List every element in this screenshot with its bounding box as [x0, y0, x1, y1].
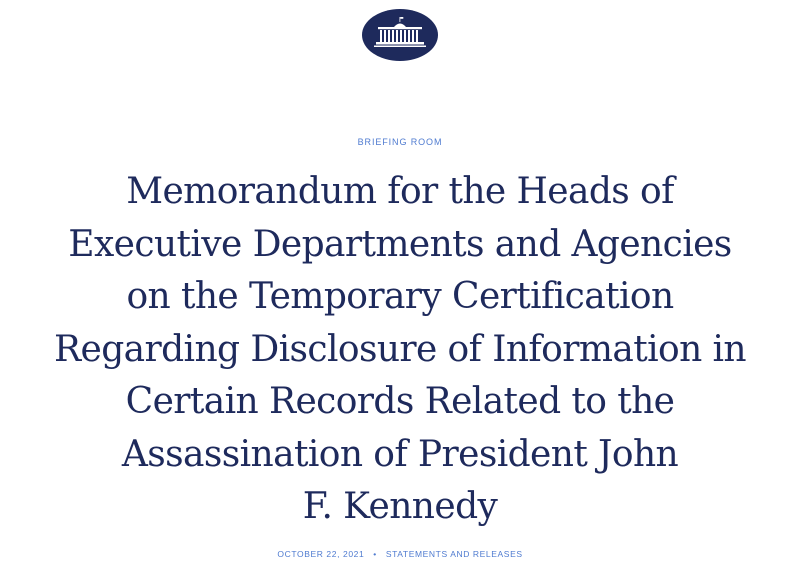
category-link[interactable]: STATEMENTS AND RELEASES	[385, 549, 523, 559]
title-line: Assassination of President John	[121, 433, 679, 475]
title-line: on the Temporary Certification	[126, 276, 674, 317]
title-line: Executive Departments and Agencies	[68, 223, 732, 265]
logo-container	[0, 8, 800, 66]
page-title	[20, 166, 780, 534]
briefing-room-link[interactable]: BRIEFING ROOM	[357, 137, 443, 147]
meta-separator: •	[373, 549, 377, 559]
post-date: OCTOBER 22, 2021	[277, 549, 365, 559]
post-meta	[0, 549, 800, 559]
title-line: Certain Records Related to the	[125, 381, 675, 422]
title-line: F. Kennedy	[302, 486, 498, 527]
title-line: Memorandum for the Heads of	[126, 171, 674, 212]
title-line: Regarding Disclosure of Information in	[53, 328, 746, 370]
white-house-seal-icon[interactable]	[361, 8, 439, 62]
